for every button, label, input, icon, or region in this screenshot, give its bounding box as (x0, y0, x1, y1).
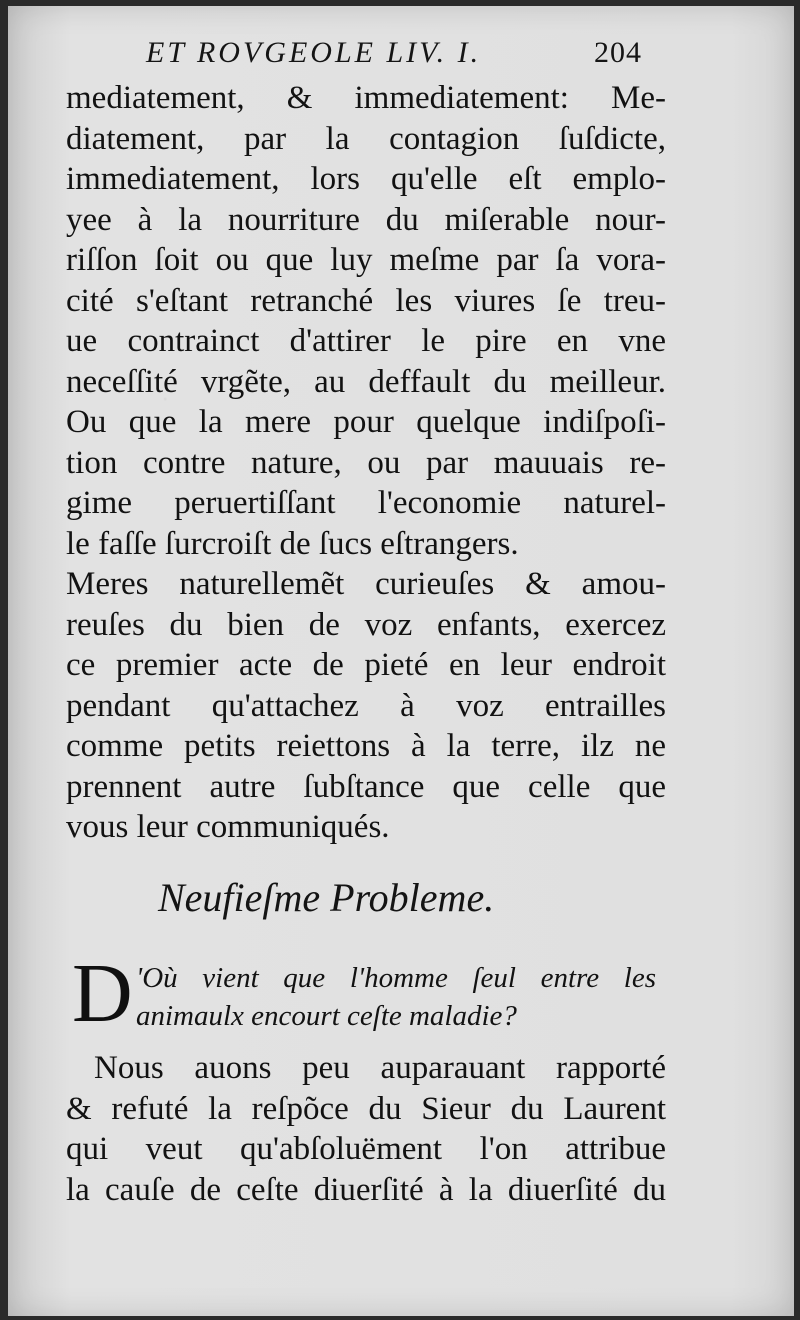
text-line: neceſſité vrgẽte, au deffault du meilleur. (66, 363, 666, 400)
text-line: la cauſe de ceſte diuerſité à la diuerſité du (66, 1171, 666, 1208)
section-heading: Neufieſme Probleme. (158, 875, 495, 920)
question-block (72, 947, 662, 1046)
text-line: prennent autre ſubſtance que celle que (66, 768, 666, 805)
text-line: ue contrainct d'attirer le pire en vne (66, 323, 666, 359)
text-line: ce premier acte de pieté en leur endroit (66, 647, 666, 683)
text-line: Ou que la mere pour quelque indiſpoſi- (66, 404, 666, 440)
question-line: animaulx encourt ceſte maladie? (136, 1000, 517, 1032)
drop-cap: D (72, 947, 133, 1040)
text-line: yee à la nourriture du miſerable nour- (66, 201, 666, 238)
running-title: ET ROVGEOLE LIV. I. (146, 36, 482, 69)
text-line: mediatement, & immediatement: Me- (66, 80, 666, 116)
text-line: qui veut qu'abſoluëment l'on attribue (66, 1131, 666, 1167)
text-line: pendant qu'attachez à voz entrailles (66, 687, 666, 724)
text-line: cité s'eſtant retranché les viures ſe treu- (66, 282, 666, 319)
book-page (8, 6, 794, 1316)
body-text-bottom (66, 1048, 666, 1210)
text-line: Nous auons peu auparauant rapporté (94, 1050, 666, 1086)
question-line: 'Où vient que l'homme ſeul entre les (136, 962, 656, 994)
text-line: riſſon ſoit ou que luy meſme par ſa vora- (66, 242, 666, 278)
text-line: Meres naturellemẽt curieuſes & amou- (66, 566, 666, 602)
text-line: immediatement, lors qu'elle eſt emplo- (66, 161, 666, 197)
body-text-top (66, 78, 666, 848)
text-line: comme petits reiettons à la terre, ilz ne (66, 728, 666, 764)
text-line: vous leur communiqués. (66, 809, 390, 845)
text-line: gime peruertiſſant l'economie naturel- (66, 485, 666, 521)
running-header (146, 36, 666, 72)
text-line: tion contre nature, ou par mauuais re- (66, 444, 666, 481)
text-line: reuſes du bien de voz enfants, exercez (66, 606, 666, 643)
page-number: 204 (594, 36, 642, 69)
text-line: & refuté la reſpõce du Sieur du Laurent (66, 1090, 666, 1127)
text-line: diatement, par la contagion ſuſdicte, (66, 120, 666, 157)
text-line: le faſſe ſurcroiſt de ſucs eſtrangers. (66, 525, 519, 562)
